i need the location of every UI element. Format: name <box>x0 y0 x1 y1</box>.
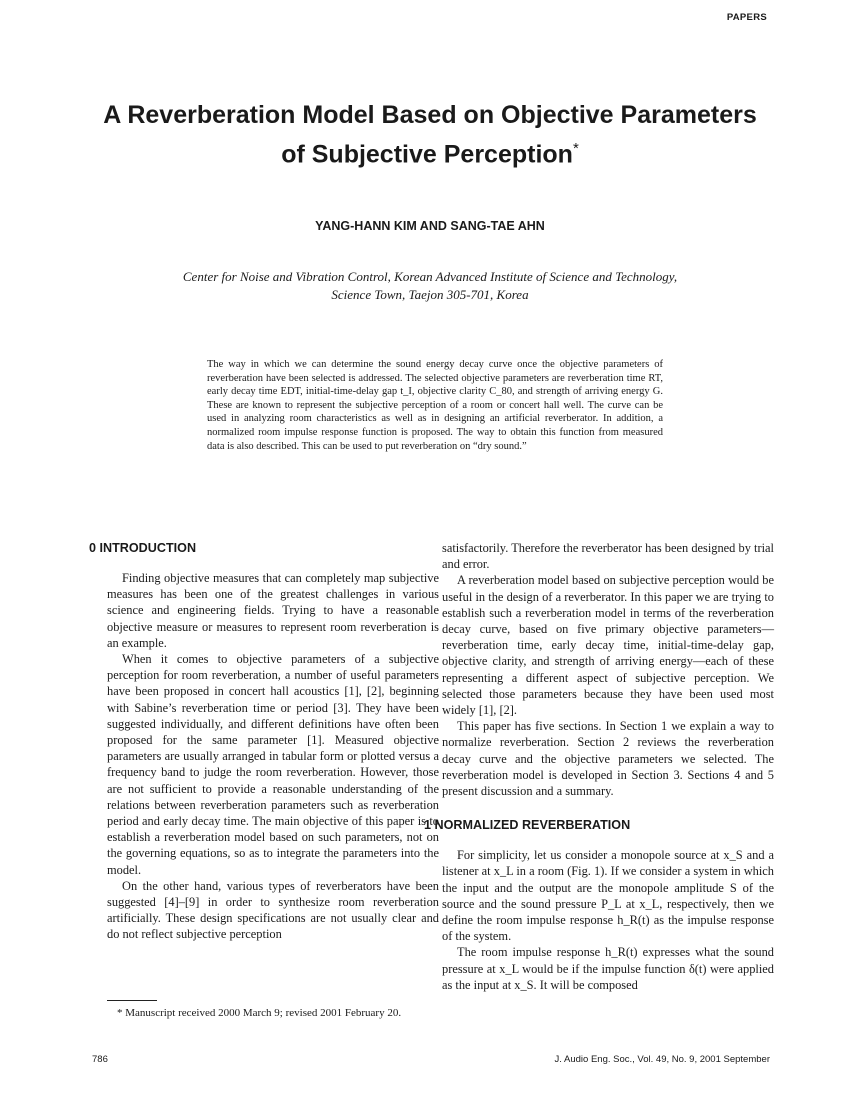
intro-paragraph-2: When it comes to objective parameters of a subjective perception for room reverberation, a number of useful parameters have been proposed in concert hall acoustics [1], [2], beginning with Sabine’s reverberation time or period [3]. They have been suggested individually, and different definitions have often been proposed for the same parameter [1]. Measured objective parameters are usually arranged in tabular form or plotted versus a frequency band to judge the room reverberation. However, those are not sufficient to provide a reasonable understanding of the relations between reverberation parameters such as reverberation period and early decay time. The main objective of this paper is to establish a reverberation model based on such parameters, not on the governing equations, so as to integrate the parameters into the model. <box>107 652 439 877</box>
intro-paragraph-5: This paper has five sections. In Section 1 we explain a way to normalize reverberation. Section 2 reviews the reverberation decay curve and the objective parameters we selected. The reverberation model is developed in Section 3. Sections 4 and 5 present discussion and a summary. <box>442 719 774 799</box>
abstract: The way in which we can determine the sound energy decay curve once the objective parameters of reverberation have been selected is addressed. The selected objective parameters are reverberation time RT, early decay time EDT, initial-time-delay gap t_I, objective clarity C_80, and strength of arriving energy G. These are known to represent the subjective perception of a room or concert hall well. The curve can be used in analyzing room characteristics as well as in designing an artificial reverberator. In addition, a normalized room impulse response function is proposed. The way to obtain this function from measured data is also described. This can be used to put reverberation on “dry sound.” <box>207 359 663 452</box>
section-heading-normalized-reverberation: 1 NORMALIZED REVERBERATION <box>424 818 631 833</box>
intro-paragraph-1: Finding objective measures that can completely map subjective measures has been one of the greatest challenges in various science and engineering fields. Trying to have a reasonable objective measure or measures to represent room reverberation is an example. <box>107 571 439 650</box>
norm-paragraph-1: For simplicity, let us consider a monopole source at x_S and a listener at x_L in a room (Fig. 1). If we consider a system in which the input and the output are the monopole amplitude S of the source and the sound pressure P_L at x_L, respectively, then we define the room impulse response h_R(t) as the impulse response of the system. <box>442 848 774 944</box>
affiliation-line-1: Center for Noise and Vibration Control, Korean Advanced Institute of Science and Technology, <box>182 269 678 284</box>
page-number: 786 <box>92 1054 108 1065</box>
right-column <box>424 540 774 993</box>
section-heading-introduction: 0 INTRODUCTION <box>89 541 197 555</box>
norm-paragraph-2: The room impulse response h_R(t) expresses what the sound pressure at x_L would be if the impulse function δ(t) were applied as the input at x_S. It will be composed <box>442 945 774 992</box>
intro-paragraph-3: On the other hand, various types of reverberators have been suggested [4]–[9] in order to synthesize room reverberation artificially. These design specifications are not usually clear and do not reflect subjective perception <box>107 878 439 942</box>
intro-paragraph-3-continued: satisfactorily. Therefore the reverberator has been designed by trial and error. <box>442 541 774 572</box>
footnote-rule <box>107 1000 157 1001</box>
title-line-2: of Subjective Perception <box>281 140 573 169</box>
journal-info: J. Audio Eng. Soc., Vol. 49, No. 9, 2001 September <box>554 1054 770 1065</box>
footnote: * Manuscript received 2000 March 9; revised 2001 February 20. <box>117 1007 402 1019</box>
authors: YANG-HANN KIM AND SANG-TAE AHN <box>315 219 545 233</box>
intro-paragraph-4: A reverberation model based on subjective perception would be useful in the design of a reverberator. In this paper we are trying to establish such a reverberation model in terms of the reverberation decay curve, based on five primary objective parameters—reverberation time, early decay time, initial-time-delay gap, objective clarity, and strength of arriving energy—each of these representing a different aspect of subjective perception. We selected those parameters because they have been used most widely [1], [2]. <box>442 573 774 718</box>
title-line-1: A Reverberation Model Based on Objective Parameters <box>103 101 757 129</box>
paper-title <box>60 98 800 171</box>
title-footnote-mark: * <box>572 140 579 157</box>
affiliation <box>100 268 760 304</box>
running-head: PAPERS <box>726 12 767 23</box>
left-column <box>89 540 439 943</box>
affiliation-line-2: Science Town, Taejon 305-701, Korea <box>331 287 529 302</box>
